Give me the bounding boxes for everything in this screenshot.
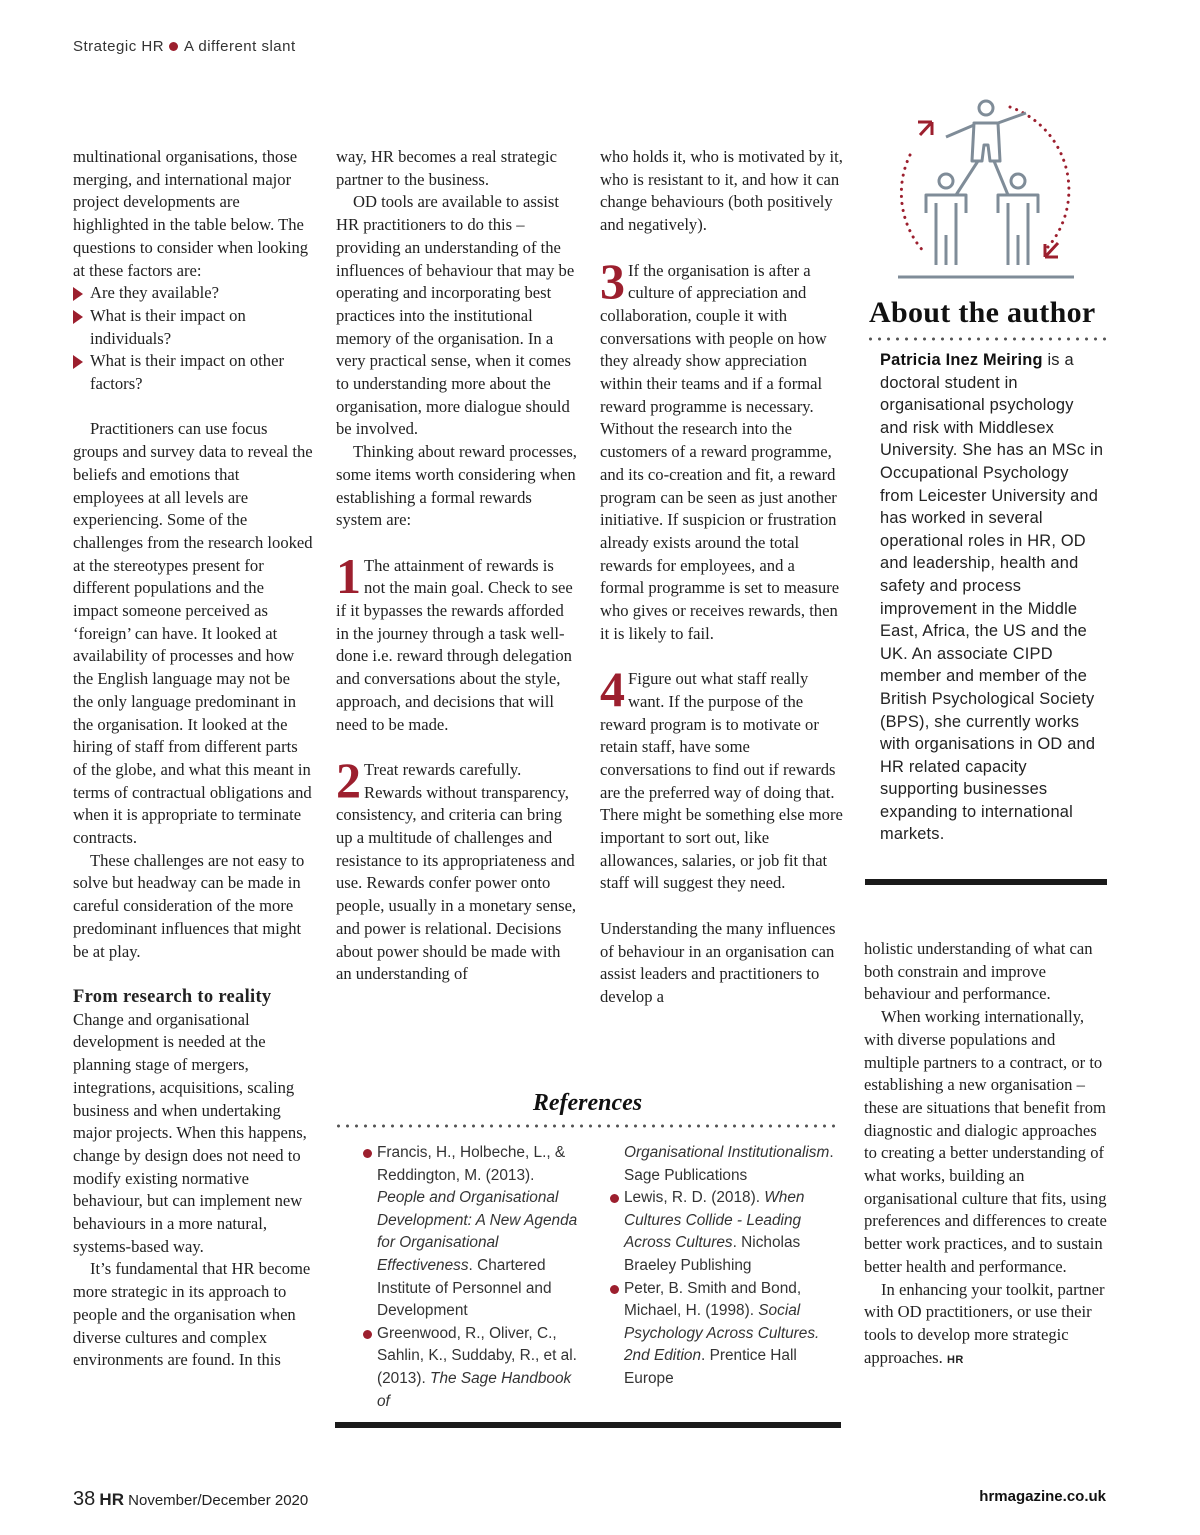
author-name: Patricia Inez Meiring: [880, 351, 1043, 369]
list-item: Are they available?: [73, 282, 313, 305]
subheading: From research to reality: [73, 986, 272, 1007]
bio-bottom-rule: [865, 879, 1107, 885]
reference-item-continued: Organisational Institutionalism. Sage Publications: [624, 1144, 834, 1184]
paragraph: When working internationally, with diverse populations and multiple partners to a contract, or to establishing a new organisation – these are situations that benefit from diagnostic and dialogic approaches to creating a better understanding of what works, building an organisational culture that fits, using preferences and differences to create better work practices, and to sustain better health and performance.: [864, 1007, 1107, 1276]
paragraph: It’s fundamental that HR become more strategic in its approach to people and the organisation when diverse cultures and complex environments are found. In this: [73, 1259, 311, 1370]
paragraph: Change and organisational development is needed at the planning stage of mergers, integrations, acquisitions, scaling business and when undertaking major projects. When this happens, change by design does not need to modify existing normative behaviour, but can implement new behaviours in a more natural, systems-based way.: [73, 1009, 307, 1256]
section-label: Strategic HR: [73, 38, 165, 55]
dotted-divider: [866, 337, 1106, 341]
reference-item: Greenwood, R., Oliver, C., Sahlin, K., Suddaby, R., et al. (2013). The Sage Handbook of: [362, 1323, 584, 1413]
article-column-2: [336, 146, 579, 986]
paragraph: OD tools are available to assist HR practitioners to do this – providing an understanding of the influences of behaviour that may be operating and incorporating best practices into the institutional memory of the organisation. In a very practical sense, when it comes to understanding more about the organisation, more dialogue should be involved.: [336, 192, 575, 439]
reference-item: Francis, H., Holbeche, L., & Reddington, M. (2013). People and Organisational Development: A New Agenda for Organisational Effectiveness. Chartered Institute of Personnel and Development: [362, 1142, 584, 1323]
article-column-1: [73, 146, 313, 1372]
paragraph: way, HR becomes a real strategic partner to the business.: [336, 147, 558, 189]
references-bottom-rule: [335, 1422, 841, 1428]
bio-text: is a doctoral student in organisational psychology and risk with Middlesex University. She has an MSc in Occupational Psychology from Leicester University and has worked in several operational roles in HR, OD and leadership, health and safety and process improvement in the Middle East, Africa, the US and the UK. An associate CIPD member and member of the British Psychological Society (BPS), she currently works with organisations in OD and HR related capacity supporting businesses expanding to international markets.: [880, 351, 1104, 844]
article-column-3: [600, 146, 843, 1009]
magazine-logo: HR: [99, 1490, 124, 1509]
paragraph: multinational organisations, those merging, and international major project developments are highlighted in the table below. The questions to consider when looking at these factors are:: [73, 147, 309, 280]
reference-item: Peter, B. Smith and Bond, Michael, H. (1998). Social Psychology Across Cultures. 2nd Edition. Prentice Hall Europe: [609, 1278, 834, 1391]
question-list: [73, 282, 313, 396]
hr-end-mark: HR: [946, 1353, 964, 1366]
references-title: References: [532, 1090, 643, 1116]
list-item: What is their impact on other factors?: [73, 350, 313, 395]
references-column-1: [362, 1142, 584, 1413]
drop-cap-number: 1: [336, 547, 361, 604]
teamwork-people-illustration: [890, 95, 1090, 290]
subsection-label: A different slant: [184, 38, 296, 55]
numbered-item: 2 Treat rewards carefully. Rewards without transparency, consistency, and criteria can bring up a multitude of challenges and resistance to its appropriateness and use. Rewards confer power onto people, usually in a monetary sense, and power is relational. Decisions about power should be made with an understanding of: [336, 751, 577, 984]
drop-cap-number: 3: [600, 252, 625, 309]
reference-item: Lewis, R. D. (2018). When Cultures Collide - Leading Across Cultures. Nicholas Braeley Publishing: [609, 1187, 834, 1277]
article-column-4: [864, 938, 1110, 1371]
dotted-divider: [334, 1124, 840, 1128]
drop-cap-number: 2: [336, 751, 361, 808]
paragraph: holistic understanding of what can both constrain and improve behaviour and performance.: [864, 939, 1093, 1004]
running-header: [73, 38, 296, 55]
paragraph: These challenges are not easy to solve but headway can be made in careful consideration of the more predominant influences that might be at play.: [73, 850, 305, 961]
list-item: What is their impact on individuals?: [73, 305, 313, 350]
paragraph: Practitioners can use focus groups and survey data to reveal the beliefs and emotions that employees at all levels are experiencing. Some of the challenges from the research looked at the stereotypes present for different populations and the impact someone perceived as ‘foreign’ can have. It looked at availability of processes and how the English language may not be the only language predominant in the organisation. It looked at the hiring of staff from different parts of the globe, and what this meant in terms of contractual obligations and when it is appropriate to terminate contracts.: [73, 419, 313, 848]
drop-cap-number: 4: [600, 661, 625, 718]
numbered-item: 4 Figure out what staff really want. If the purpose of the reward program is to motivate or retain staff, have some conversations to find out if rewards are the preferred way of doing that. There might be something else more important to sort out, like allowances, salaries, or job fit that staff will suggest they need.: [600, 661, 843, 893]
footer-left: [73, 1488, 308, 1511]
page-number: 38: [73, 1488, 96, 1510]
about-author-title: About the author: [869, 296, 1096, 329]
website-url: hrmagazine.co.uk: [979, 1488, 1106, 1505]
paragraph: who holds it, who is motivated by it, who is resistant to it, and how it can change behaviours (both positively and negatively).: [600, 147, 843, 235]
author-bio: [880, 349, 1104, 846]
references-column-2: [609, 1142, 834, 1391]
paragraph: In enhancing your toolkit, partner with OD practitioners, or use their tools to develop more strategic approaches. HR: [864, 1279, 1105, 1367]
bullet-dot-icon: [169, 42, 178, 51]
issue-date: November/December 2020: [128, 1492, 309, 1509]
paragraph: Thinking about reward processes, some items worth considering when establishing a formal rewards system are:: [336, 442, 577, 530]
numbered-item: 3 If the organisation is after a culture of appreciation and collaboration, couple it with conversations with people on how they already show appreciation within their teams and if a formal reward programme is necessary. Without the research into the customers of a reward programme, and its co-creation and fit, a reward program can be seen as just another initiative. If suspicion or frustration already exists around the total rewards for employees, and a formal programme is set to measure who gives or receives rewards, then it is likely to fail.: [600, 252, 840, 643]
paragraph: Understanding the many influences of behaviour in an organisation can assist leaders and practitioners to develop a: [600, 918, 836, 1006]
numbered-item: 1 The attainment of rewards is not the main goal. Check to see if it bypasses the rewards afforded in the journey through a task well-done i.e. reward through delegation and conversations about the style, approach, and decisions that will need to be made.: [336, 547, 573, 734]
